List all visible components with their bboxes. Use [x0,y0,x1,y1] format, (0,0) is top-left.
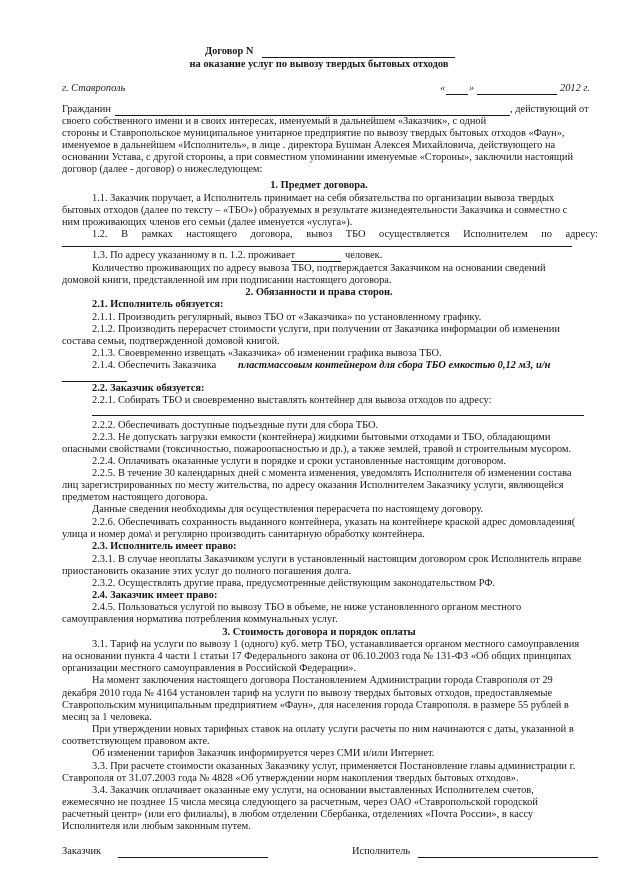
clause-3-1: При утверждении новых тарифных ставок на оплату услуги расчеты по ним начинаются с даты, указанной в [92,724,574,735]
clause-2-2-5: предметом настоящего договора. [62,492,208,503]
clause-2-2-5: 2.2.5. В течение 30 календарных дней с момента изменения, уведомлять Исполнителя об изменении состава [92,468,572,479]
customer-signature-line [118,857,268,858]
clause-3-4: ежемесячно не позднее 15 числа месяца следующего за расчетным, через ОАО «Ставропольской городской [62,797,538,808]
clause-2-2-3: 2.2.3. Не допускать загрузки емкости (контейнера) жидкими бытовыми отходами и ТБО, обладающими [92,432,551,443]
clause-2-1-4: пластмассовым контейнером для сбора ТБО емкостью 0,12 м3, и/н [238,360,551,371]
clause-2-3-1: приостановить оказание этих услуг до полного погашения долга. [62,566,352,577]
residents-count-line [291,261,341,262]
clause-3-1: месяц за 1 человека. [62,712,152,723]
date-year: 2012 г. [560,83,590,94]
clause-2-3-1: 2.3.1. В случае неоплаты Заказчиком услуги в установленный настоящим договором срок Исполнитель вправе [92,554,582,565]
inventory-number-line [62,381,127,382]
clause-2-2-4: 2.2.4. Оплачивать оказанные услуги в порядке и сроки установленные настоящим договором. [92,456,506,467]
address-line [62,246,572,247]
clause-1-3: домовой книги, представленной им при подписании настоящего договора. [62,275,392,286]
clause-3-1: 3.1. Тариф на услуги по вывозу 1 (одного) куб. метр ТБО, устанавливается органом местного самоуправления [92,639,580,650]
preamble-line: договор (далее - договор) о нижеследующем: [62,164,263,175]
section-2-title: 2. Обязанности и права сторон. [245,287,393,298]
customer-signature-label: Заказчик [62,846,102,857]
clause-2-2-3: опасными свойствами (токсичностью, пожароопасностью и др.), а также землей, травой и строительным мусором. [62,444,572,455]
clause-2-2-6: улица и номер дома\ и регулярно производить санитарную обработку контейнера. [62,529,425,540]
contractor-signature-label: Исполнитель [352,846,411,857]
preamble-line: основании Устава, с другой стороны, а при совместном упоминании именуемые «Стороны», заключили настоящий [62,152,574,163]
clause-2-1-2: 2.1.2. Производить перерасчет стоимости услуги, при получении от Заказчика информации об изменении [92,324,560,335]
preamble-line: , действующий от [510,104,589,115]
contract-number-line [262,57,455,58]
contract-city: г. Ставрополь [62,83,126,94]
date-day-line [446,94,468,95]
clause-2-1-2: состава семьи, подтвержденной домовой книгой. [62,336,280,347]
clause-2-4-5: 2.4.5. Пользоваться услугой по вывозу ТБО в объеме, не ниже установленного органом местного [92,602,522,613]
clause-3-3: Ставрополя от 31.07.2003 года № 4828 «Об утверждении норм накопления твердых бытовых отходов». [62,773,519,784]
clause-3-1: На момент заключения настоящего договора Постановлением Администрации города Ставрополя от 29 [92,675,553,686]
clause-3-1: Ставропольским муниципальным предприятием «Фаун», для населения города Ставрополя. в размере 55 рублей в [62,700,569,711]
clause-3-4: 3.4. Заказчик оплачивает оказанные ему услуги, на основании выставленных Исполнителем счетов, [92,785,534,796]
preamble-line: своего собственного имени и в своих интересах, именуемый в дальнейшем «Заказчик», с одной [62,116,487,127]
clause-1-1: ним проживающих членов его семьи (далее именуется «услуга»). [62,217,353,228]
clause-3-1: организации местного самоуправления в Российской Федерации». [62,663,357,674]
subsection-2-4-title: 2.4. Заказчик имеет право: [92,590,218,601]
date-quote-open: « [440,83,446,94]
clause-3-1: на основании пункта 4 части 1 статьи 17 Федерального закона от 06.10.2003 года № 131-ФЗ «Об общих принципах [62,651,572,662]
preamble-line: стороны и Ставропольское муниципальное унитарное предприятие по вывозу твердых бытовых отходов «Фаун», [62,128,565,139]
clause-2-3-2: 2.3.2. Осуществлять другие права, предусмотренные действующим законодательством РФ. [92,578,496,589]
clause-2-2-6: 2.2.6. Обеспечивать сохранность выданного контейнера, указать на контейнере краской адрес домовладения( [92,517,576,528]
clause-2-2-5: Данные сведения необходимы для осуществления перерасчета по настоящему договору. [92,504,484,515]
section-1-title: 1. Предмет договора. [270,180,368,191]
clause-3-1: Об изменении тарифов Заказчик информируется через СМИ и/или Интернет. [92,748,435,759]
clause-2-2-5: лиц зарегистрированных по месту жительства, по адресу оказания Исполнителем Заказчику услуги, являющейся [62,480,564,491]
subsection-2-2-title: 2.2. Заказчик обязуется: [92,383,205,394]
date-month-line [477,94,557,95]
clause-2-2-1: 2.2.1. Собирать ТБО и своевременно выставлять контейнер для вывоза отходов по адресу: [92,395,492,406]
clause-2-1-4: 2.1.4. Обеспечить Заказчика [92,360,217,371]
clause-2-1-3: 2.1.3. Своевременно извещать «Заказчика» об изменении графика вывоза ТБО. [92,348,442,359]
subsection-2-3-title: 2.3. Исполнитель имеет право: [92,541,237,552]
clause-3-4: Исполнителя или любым законным путем. [62,821,251,832]
contract-title: Договор N [205,46,254,57]
preamble-line: именуемое в дальнейшем «Исполнитель», в лице . директора Бушман Алексея Михайловича, действующего на [62,140,556,151]
clause-1-1: 1.1. Заказчик поручает, а Исполнитель принимает на себя обязательства по организации вывоза твердых [92,193,555,204]
section-3-title: 3. Стоимость договора и порядок оплаты [222,627,416,638]
clause-1-3: 1.3. По адресу указанному в п. 1.2. проживает [92,250,296,261]
preamble-line: Гражданин [62,104,111,115]
clause-3-3: 3.3. При расчете стоимости оказанных Заказчику услуг, применяется Постановление главы администрации г. [92,761,576,772]
clause-2-1-1: 2.1.1. Производить регулярный, вывоз ТБО от «Заказчика» по установленному графику. [92,312,482,323]
subsection-2-1-title: 2.1. Исполнитель обязуется: [92,299,224,310]
contractor-signature-line [418,857,598,858]
container-address-line [92,415,584,416]
date-quote-close: » [469,83,475,94]
clause-2-4-5: самоуправления норматива потребления коммунальных услуг. [62,614,338,625]
clause-3-1: соответствующем правовом акте. [62,736,210,747]
clause-3-1: декабря 2010 года № 4164 установлен тариф на услуги по вывозу твердых бытовых отходов, предоставляемые [62,688,553,699]
clause-1-1: бытовых отходов (далее по тексту – «ТБО») образуемых в результате жизнедеятельности Заказчика и совместно с [62,205,568,216]
clause-1-3: Количество проживающих по адресу вывоза ТБО, подтверждается Заказчиком на основании сведений [92,263,546,274]
clause-2-2-2: 2.2.2. Обеспечивать доступные подъездные пути для сбора ТБО. [92,420,379,431]
clause-1-2: 1.2. В рамках настоящего договора, вывоз ТБО осуществляется Исполнителем по адресу: [92,229,598,240]
clause-3-4: расчетный центр» (или его филиалы), в любом отделении Сбербанка, отделениях «Почта России», в кассу [62,809,534,820]
contract-subtitle: на оказание услуг по вывозу твердых бытовых отходов [189,59,449,70]
clause-1-3: человек. [345,250,383,261]
